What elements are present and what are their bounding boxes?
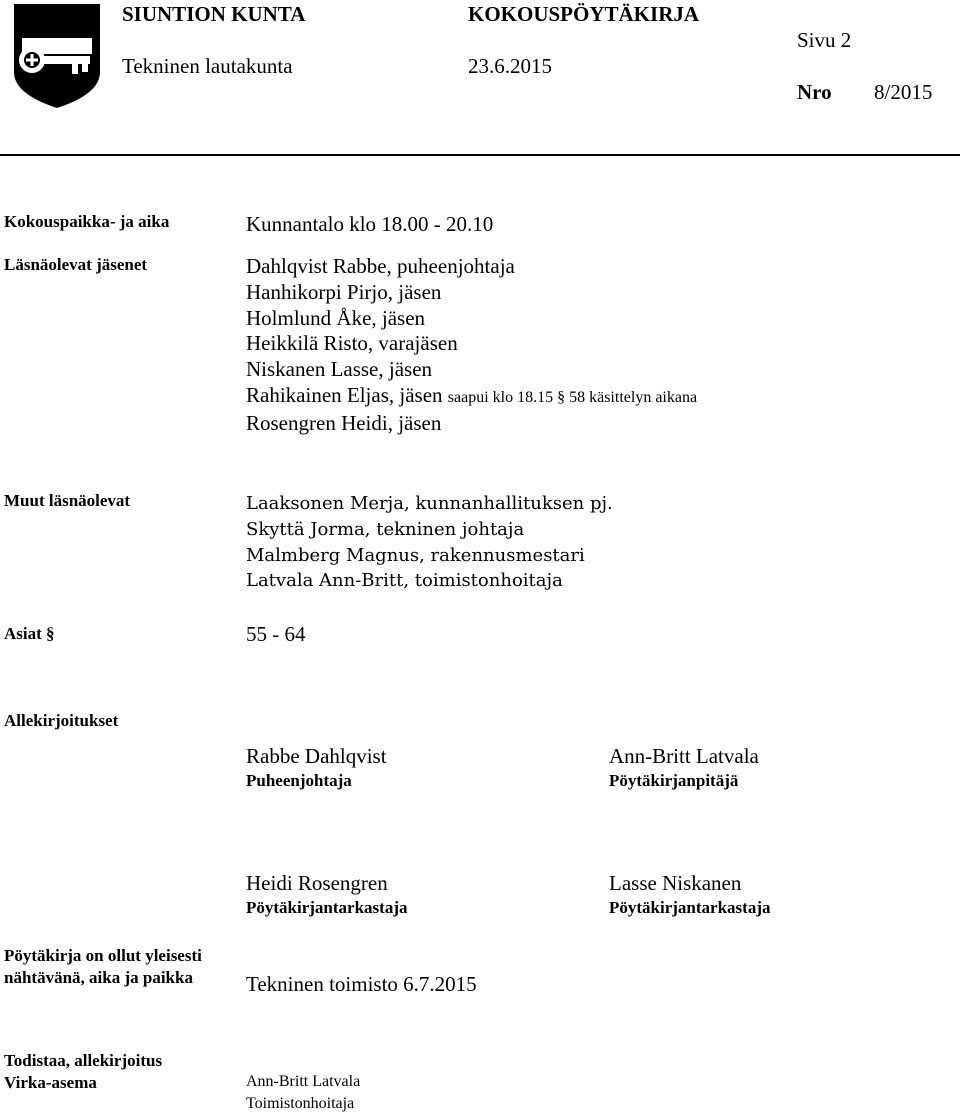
- signer-name: Lasse Niskanen: [609, 871, 742, 895]
- member-row: Heikkilä Risto, varajäsen: [246, 331, 458, 356]
- public-display-value: Tekninen toimisto 6.7.2015: [246, 972, 477, 996]
- certifier-title: Toimistonhoitaja: [246, 1095, 355, 1112]
- member-row: Hanhikorpi Pirjo, jäsen: [246, 279, 442, 304]
- header-divider: [0, 154, 960, 156]
- nro-label: Nro: [797, 80, 832, 104]
- signer-role: Puheenjohtaja: [246, 771, 352, 790]
- other-row: Skyttä Jorma, tekninen johtaja: [246, 518, 525, 540]
- member-row: Rahikainen Eljas, jäsen saapui klo 18.15 § 58 käsittelyn aikana: [246, 382, 698, 407]
- member-note: saapui klo 18.15 § 58 käsittelyn aikana: [447, 388, 698, 406]
- others-list: [246, 491, 613, 594]
- signer-name: Rabbe Dahlqvist: [246, 744, 387, 768]
- members-label: Läsnäolevat jäsenet: [4, 255, 148, 274]
- page-number: Sivu 2: [797, 28, 852, 52]
- certification-label-1: Todistaa, allekirjoitus: [4, 1051, 163, 1070]
- member-row: Holmlund Åke, jäsen: [246, 305, 426, 330]
- committee-name: Tekninen lautakunta: [122, 54, 293, 78]
- signatures-label: Allekirjoitukset: [4, 711, 119, 730]
- place-value: Kunnantalo klo 18.00 - 20.10: [246, 212, 494, 236]
- items-label: Asiat §: [4, 624, 55, 643]
- document-type: KOKOUSPÖYTÄKIRJA: [468, 2, 700, 26]
- member-row: Dahlqvist Rabbe, puheenjohtaja: [246, 254, 515, 278]
- nro-value: 8/2015: [874, 80, 933, 104]
- signer-role: Pöytäkirjantarkastaja: [246, 898, 408, 917]
- items-value: 55 - 64: [246, 622, 306, 646]
- signer-role: Pöytäkirjantarkastaja: [609, 898, 771, 917]
- public-display-label-1: Pöytäkirja on ollut yleisesti: [4, 946, 202, 965]
- public-display-label-2: nähtävänä, aika ja paikka: [4, 968, 193, 987]
- certifier-name: Ann-Britt Latvala: [246, 1073, 361, 1090]
- other-row: Malmberg Magnus, rakennusmestari: [246, 544, 585, 566]
- municipality-crest-logo: [12, 2, 102, 110]
- member-row: Rosengren Heidi, jäsen: [246, 410, 442, 435]
- municipality-name: SIUNTION KUNTA: [122, 2, 306, 26]
- certification-label-2: Virka-asema: [4, 1073, 97, 1092]
- meeting-date: 23.6.2015: [468, 54, 552, 78]
- place-label: Kokouspaikka- ja aika: [4, 212, 170, 231]
- others-label: Muut läsnäolevat: [4, 491, 131, 510]
- signer-name: Heidi Rosengren: [246, 871, 388, 895]
- other-row: Laaksonen Merja, kunnanhallituksen pj.: [246, 493, 613, 514]
- member-row: Niskanen Lasse, jäsen: [246, 357, 433, 382]
- other-row: Latvala Ann-Britt, toimistonhoitaja: [246, 570, 563, 592]
- signer-role: Pöytäkirjanpitäjä: [609, 771, 739, 790]
- members-list: [246, 254, 697, 437]
- signer-name: Ann-Britt Latvala: [609, 744, 759, 768]
